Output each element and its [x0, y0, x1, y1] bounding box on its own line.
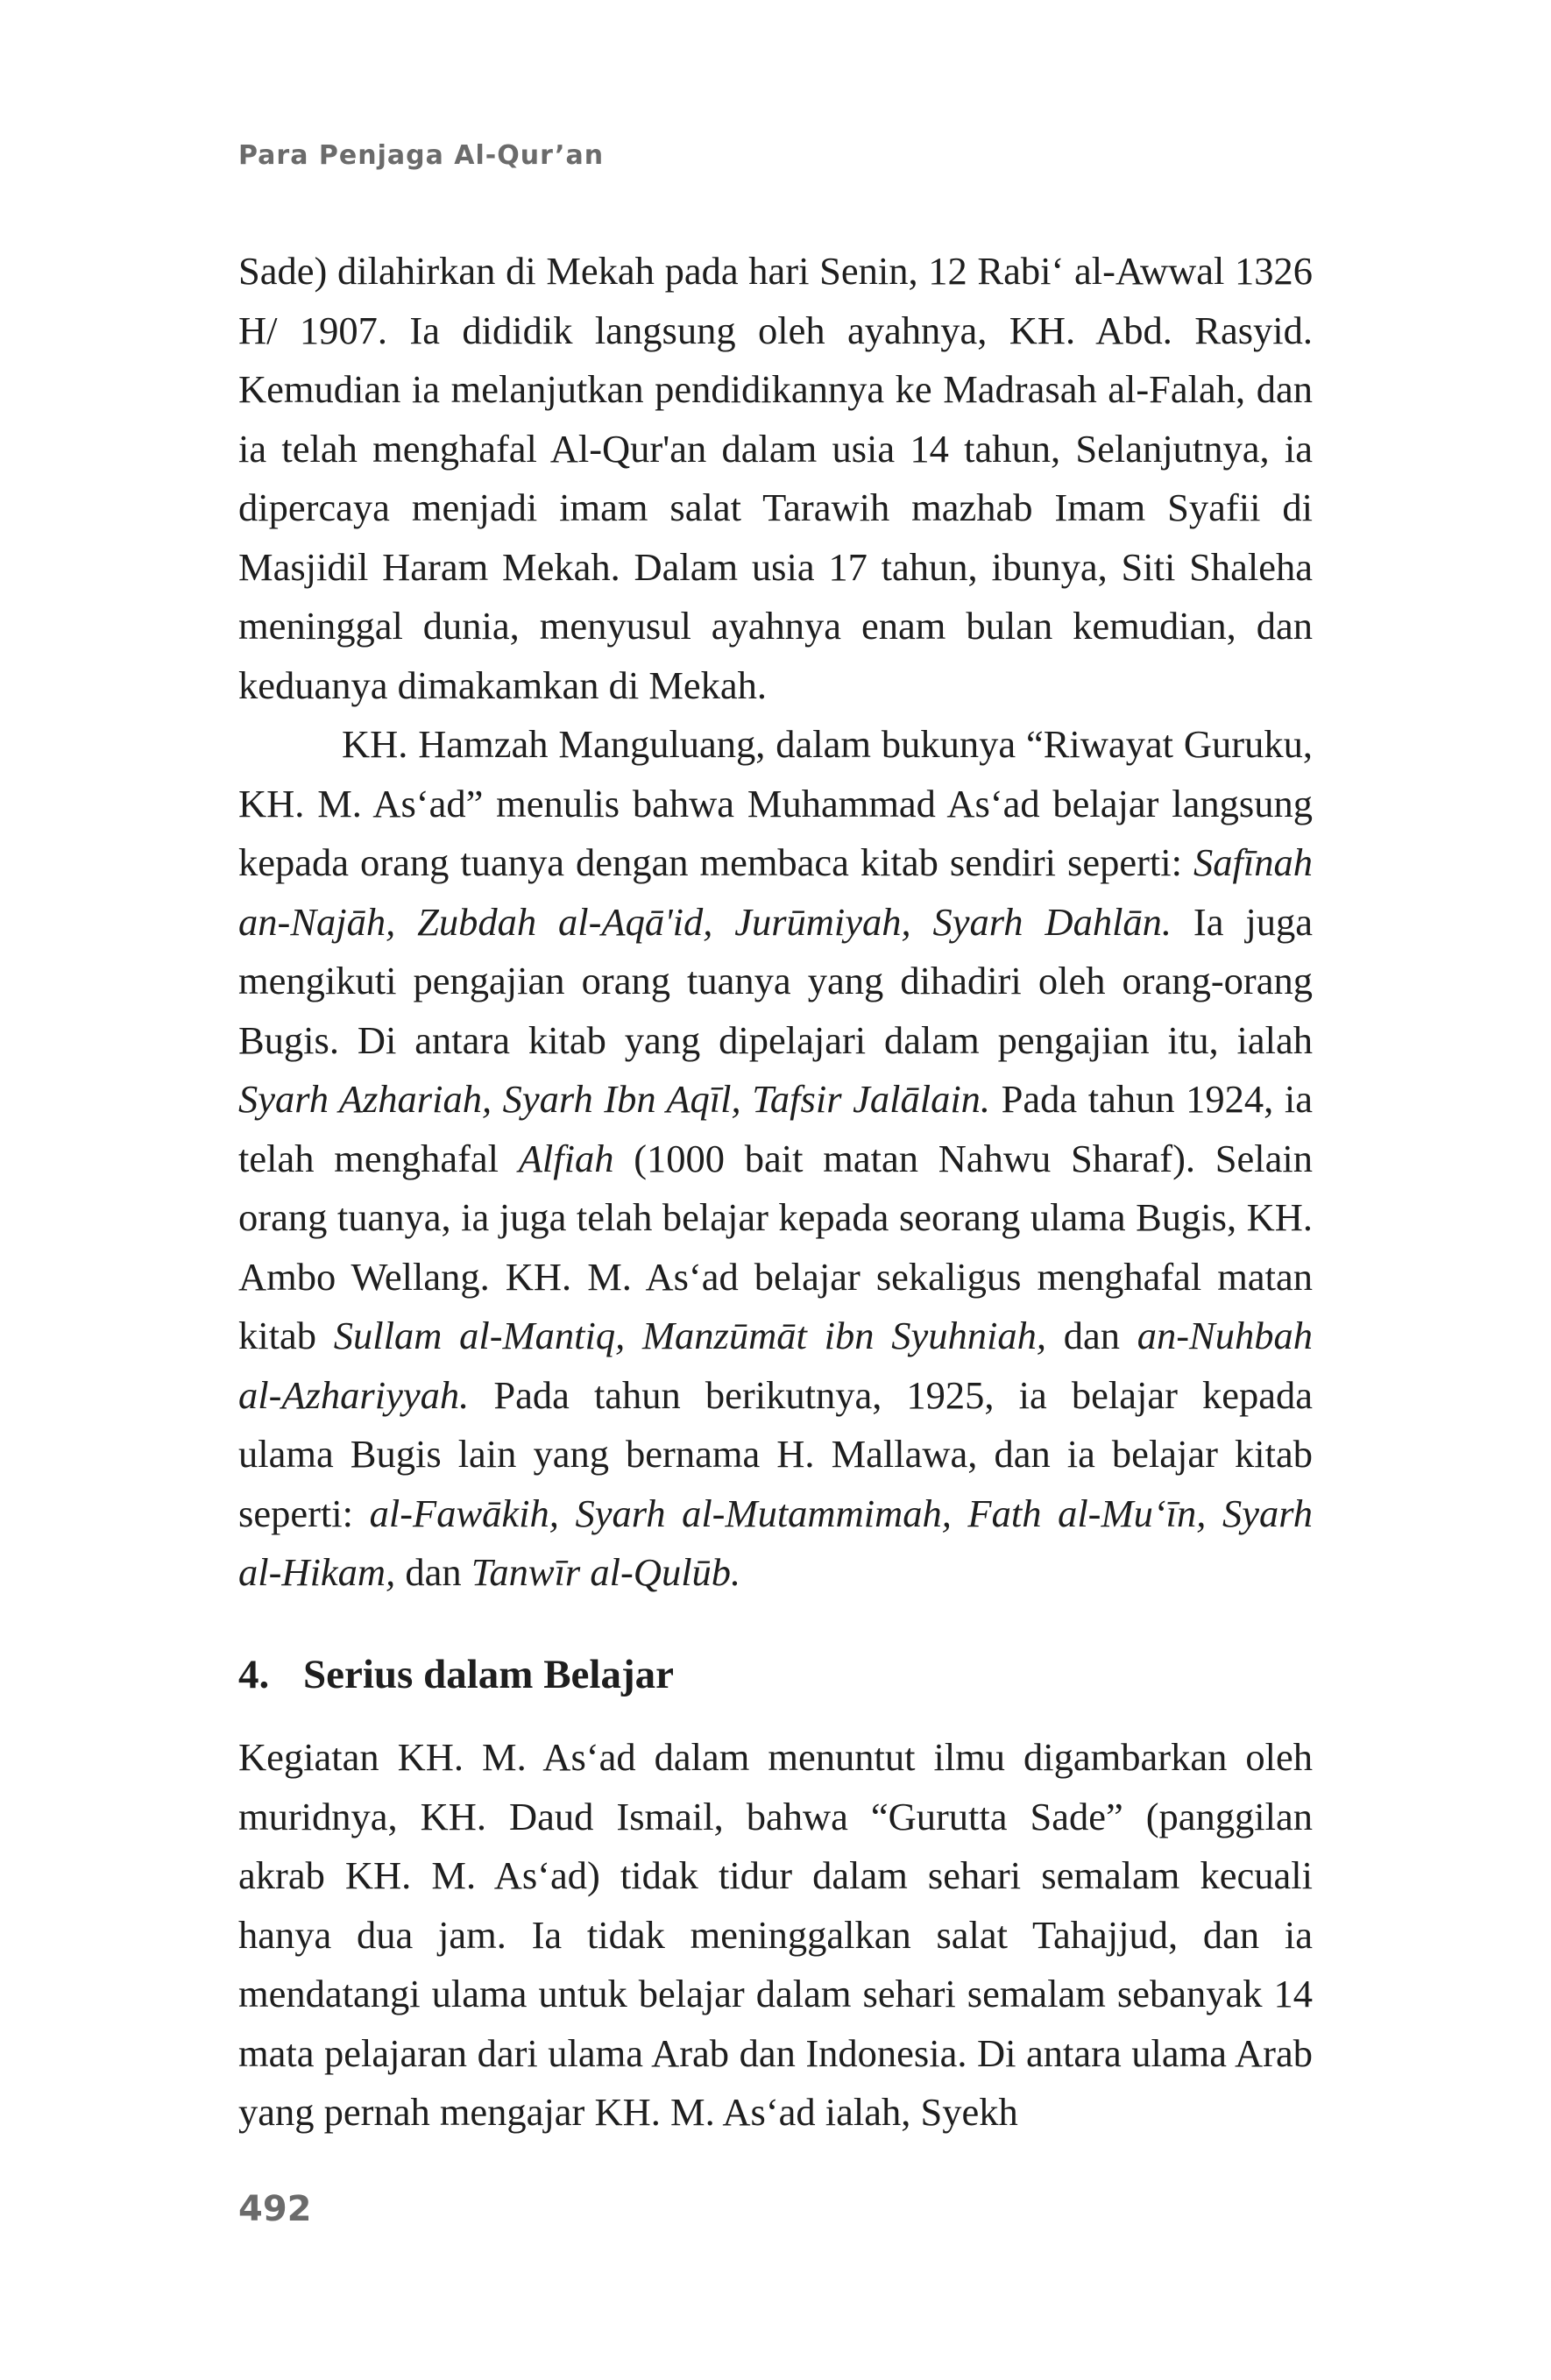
body-text-upper	[238, 242, 1313, 1603]
section-title: Serius dalam Belajar	[303, 1652, 674, 1697]
italic-book-titles: Tanwīr al-Qulūb.	[471, 1550, 741, 1594]
italic-book-titles: Safīnah an-Najāh, Zubdah al-Aqā'id, Jurūmiyah, Syarh Dahlān.	[238, 840, 1313, 944]
text-run: dan	[1045, 1314, 1137, 1357]
text-run: dan	[395, 1550, 471, 1594]
italic-book-titles: Sullam al-Mantiq, Manzūmāt ibn Syuhniah,	[333, 1314, 1046, 1357]
italic-book-titles: Alfiah	[518, 1136, 614, 1180]
italic-book-titles: an-Nuhbah al-Azhariyyah.	[238, 1314, 1313, 1417]
text-run: Pada tahun 1924, ia telah menghafal	[238, 1077, 1313, 1180]
text-run: Ia juga mengikuti pengajian orang tuanya yang dihadiri oleh orang-orang Bugis. Di antara kitab yang dipelajari dalam pengajian itu, ialah	[238, 899, 1313, 1062]
text-run: (1000 bait matan Nahwu Sharaf). Selain orang tuanya, ia juga telah belajar kepada seorang ulama Bugis, KH. Ambo Wellang. KH. M. As‘ad belajar sekaligus menghafal matan kitab	[238, 1136, 1313, 1357]
paragraph-serious-study: Kegiatan KH. M. As‘ad dalam menuntut ilmu digambarkan oleh muridnya, KH. Daud Ismail, bahwa “Gurutta Sade” (panggilan akrab KH. M. As‘ad) tidak tidur dalam sehari semalam kecuali hanya dua jam. Ia tidak meninggalkan salat Tahajjud, dan ia mendatangi ulama untuk belajar dalam sehari semalam sebanyak 14 mata pelajaran dari ulama Arab dan Indonesia. Di antara ulama Arab yang pernah mengajar KH. M. As‘ad ialah, Syekh	[238, 1735, 1313, 2134]
body-text-lower	[238, 1728, 1313, 2143]
section-number: 4.	[238, 1652, 270, 1697]
paragraph-birth: Sade) dilahirkan di Mekah pada hari Senin, 12 Rabi‘ al-Awwal 1326 H/ 1907. Ia dididik langsung oleh ayahnya, KH. Abd. Rasyid. Kemudian ia melanjutkan pendidikannya ke Madrasah al-Falah, dan ia telah menghafal Al-Qur'an dalam usia 14 tahun, Selanjutnya, ia dipercaya menjadi imam salat Tarawih mazhab Imam Syafii di Masjidil Haram Mekah. Dalam usia 17 tahun, ibunya, Siti Shaleha meninggal dunia, menyusul ayahnya enam bulan kemudian, dan keduanya dimakamkan di Mekah.	[238, 249, 1313, 707]
italic-book-titles: al-Fawākih, Syarh al-Mutammimah, Fath al-Mu‘īn, Syarh al-Hikam,	[238, 1491, 1313, 1594]
italic-book-titles: Syarh Azhariah, Syarh Ibn Aqīl, Tafsir Jalālain.	[238, 1077, 991, 1121]
running-header: Para Penjaga Al-Qur’an	[238, 140, 605, 171]
paragraph-early-study	[238, 715, 1313, 1603]
text-run: Pada tahun berikutnya, 1925, ia belajar kepada ulama Bugis lain yang bernama H. Mallawa, dan ia belajar kitab seperti:	[238, 1372, 1313, 1535]
section-heading	[238, 1651, 674, 1698]
page-number: 492	[238, 2189, 312, 2229]
text-run: KH. Hamzah Manguluang, dalam bukunya “Riwayat Guruku, KH. M. As‘ad” menulis bahwa Muhammad As‘ad belajar langsung kepada orang tuanya dengan membaca kitab sendiri seperti:	[238, 722, 1313, 884]
